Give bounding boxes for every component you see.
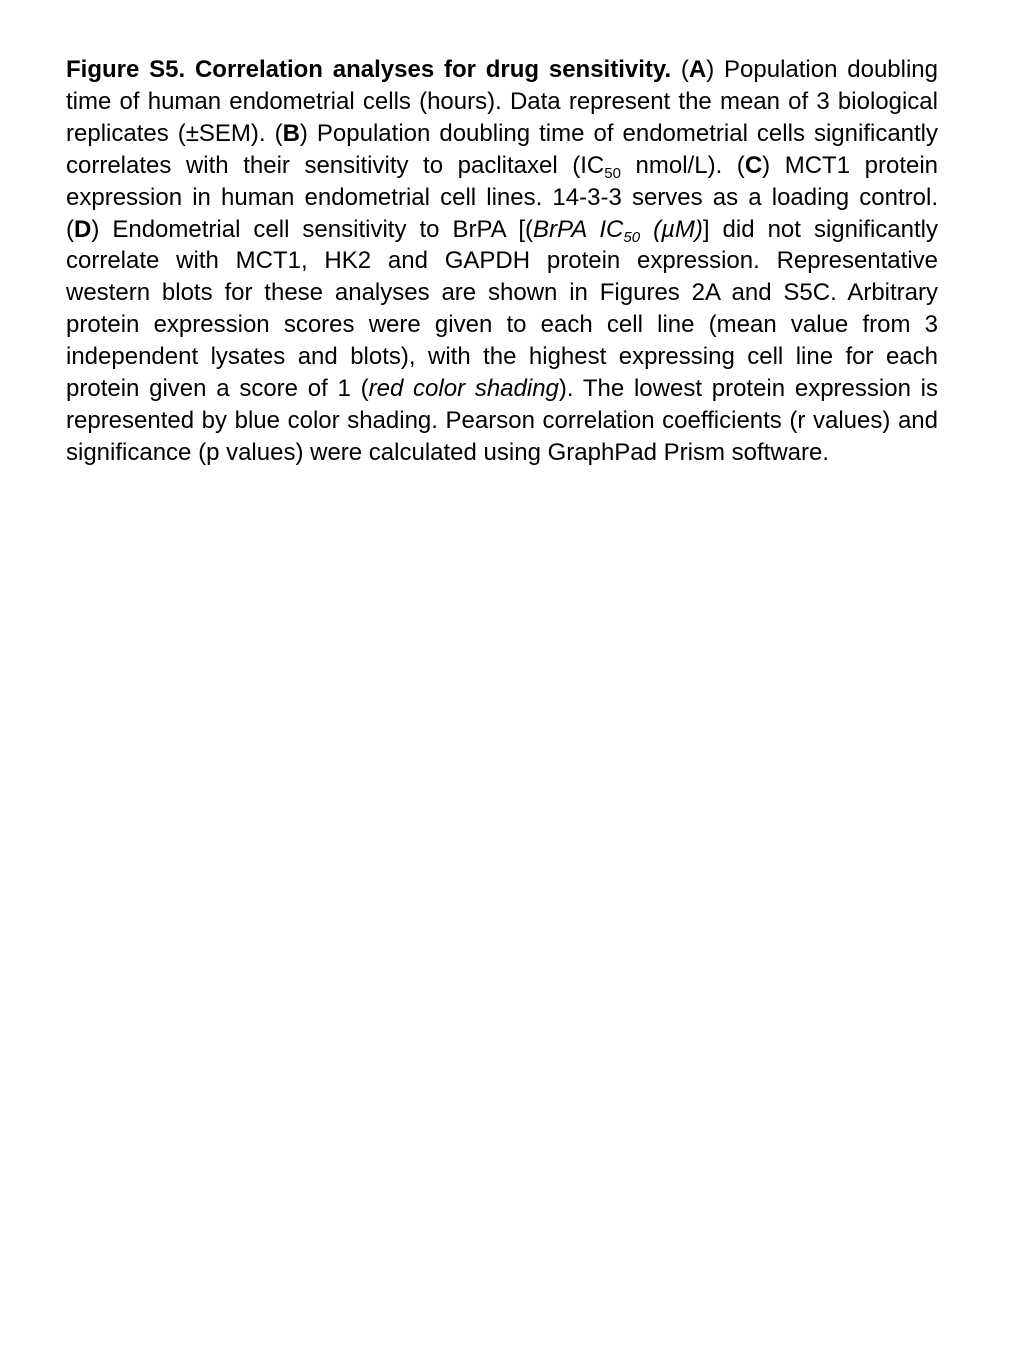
figure-caption: Figure S5. Correlation analyses for drug sensitivity. (A) Population doubling time of human endometrial cells (hours). Data represent the mean of 3 biological replicates (±SEM). (B) Population doubling time of endometrial cells significantly correlates with their sensitivity to paclitaxel ($IC_{50}$ nmol/L). (C) MCT1 protein expression in human endometrial cell lines. 14-3-3 serves as a loading control. (D) Endometrial cell sensitivity to BrPA [(BrPA $IC_{50}$ (µM)] did not significantly correlate with MCT1, HK2 and GAPDH protein expression. Representative western blots for these analyses are shown in Figures 2A and S5C. Arbitrary protein expression scores were given to each cell line (mean value from 3 independent lysates and blots), with the highest expressing cell line for each protein given a score of 1 (red color shading). The lowest protein expression is represented by blue color shading. Pearson correlation coefficients (r values) and significance (p values) were calculated using GraphPad Prism software. [66, 56, 939, 466]
panel-b-text: ) Population doubling time of endometrial cells significantly correlates with their sensitivity to paclitaxel (IC [66, 119, 939, 179]
figure-label: Figure S5. [66, 56, 186, 83]
panel-d-italic: BrPA IC [533, 215, 624, 243]
panel-a-letter: A [688, 56, 707, 83]
red-shading-italic: red color shading [368, 375, 559, 403]
panel-b-subscript: 50 [604, 164, 621, 182]
panel-d-text: ) Endometrial cell sensitivity to BrPA [( [91, 215, 534, 243]
panel-c-text: ) MCT1 protein expression in human endometrial cell lines. 14-3-3 serves as a loading control. ( [66, 151, 939, 243]
panel-d-subscript-italic: 50 [623, 228, 641, 246]
panel-d-italic-unit: (µM) [640, 215, 703, 243]
panel-d-letter: D [74, 215, 92, 243]
closing-text: ). The lowest protein expression is represented by blue color shading. Pearson correlation coefficients (r values) and significance (p values) were calculated using GraphPad Prism software. [66, 375, 938, 466]
panel-b-letter: B [282, 119, 300, 147]
figure-title: Correlation analyses for drug sensitivity. [194, 56, 672, 83]
panel-a-text: ) Population doubling time of human endometrial cells (hours). Data represent the mean of 3 biological replicates (±SEM). ( [66, 56, 938, 147]
panel-d-subscript [623, 229, 640, 246]
panel-c-letter: C [744, 151, 763, 179]
panel-d-tail: ] did not significantly correlate with MCT1, HK2 and GAPDH protein expression. Representative western blots for these analyses are shown in Figures 2A and S5C. Arbitrary protein expression scores were given to each cell line (mean value from 3 independent lysates and blots), with the highest expressing cell line for each protein given a score of 1 ( [66, 215, 939, 403]
document-page [66, 54, 938, 469]
panel-b-tail: nmol/L). ( [620, 151, 745, 179]
